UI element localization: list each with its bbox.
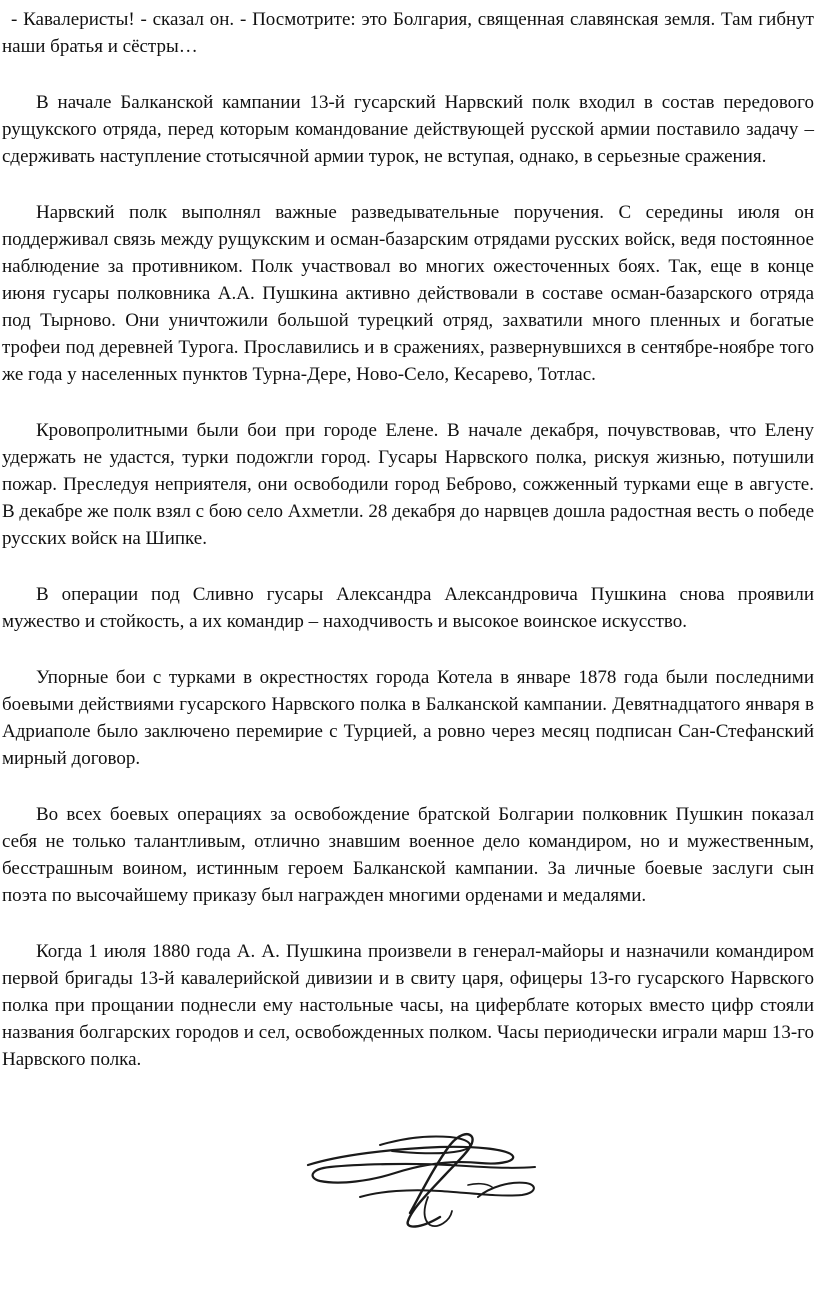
document-body [2, 6, 814, 1102]
paragraph-reconnaissance: Нарвский полк выполнял важные разведывательные поручения. С середины июля он поддерживал связь между рущукским и осман-базарским отрядами русских войск, ведя постоянное наблюдение за противником. Полк участвовал во многих ожесточенных боях. Так, еще в конце июня гусары полковника А.А. Пушкина активно действовали в составе осман-базарского отряда под Тырново. Они уничтожили большой турецкий отряд, захватили много пленных и богатые трофеи под деревней Турога. Прославились и в сражениях, развернувшихся в сентябре-ноябре того же года у населенных пунктов Турна-Дере, Ново-Село, Кесарево, Тотлас. [2, 202, 814, 385]
paragraph-slivno-operation: В операции под Сливно гусары Александра Александровича Пушкина снова проявили мужество и стойкость, а их командир – находчивость и высокое воинское искусство. [2, 584, 814, 632]
paragraph-farewell-clock: Когда 1 июля 1880 года А. А. Пушкина произвели в генерал-майоры и назначили командиром первой бригады 13-й кавалерийской дивизии и в свиту царя, офицеры 13-го гусарского Нарвского полка при прощании поднесли ему настольные часы, на циферблате которых вместо цифр стояли названия болгарских городов и сел, освобожденных полком. Часы периодически играли марш 13-го Нарвского полка. [2, 941, 814, 1070]
paragraph-elena-battles: Кровопролитными были бои при городе Елене. В начале декабря, почувствовав, что Елену удержать не удастся, турки подожгли город. Гусары Нарвского полка, рискуя жизнью, потушили пожар. Преследуя неприятеля, они освободили город Беброво, сожженный турками еще в августе. В декабре же полк взял с бою село Ахметли. 28 декабря до нарвцев дошла радостная весть о победе русских войск на Шипке. [2, 420, 815, 549]
calligraphic-flourish-icon [300, 1125, 550, 1235]
paragraph-pushkin-heroism: Во всех боевых операциях за освобождение братской Болгарии полковник Пушкин показал себя не только талантливым, отлично знавшим военное дело командиром, но и мужественным, бесстрашным воином, истинным героем Балканской кампании. За личные боевые заслуги сын поэта по высочайшему приказу был награжден многими орденами и медалями. [2, 804, 814, 906]
paragraph-kotel-battles: Упорные бои с турками в окрестностях города Котела в январе 1878 года были последними боевыми действиями гусарского Нарвского полка в Балканской кампании. Девятнадцатого января в Адриаполе было заключено перемирие с Турцией, а ровно через месяц подписан Сан-Стефанский мирный договор. [2, 667, 814, 769]
paragraph-dialogue: - Кавалеристы! - сказал он. - Посмотрите: это Болгария, священная славянская земля. Там гибнут наши братья и сёстры… [2, 9, 814, 57]
paragraph-balkan-campaign-start: В начале Балканской кампании 13-й гусарский Нарвский полк входил в состав передового рущукского отряда, перед которым командование действующей русской армии поставило задачу – сдерживать наступление стотысячной армии турок, не вступая, однако, в серьезные сражения. [2, 92, 814, 167]
